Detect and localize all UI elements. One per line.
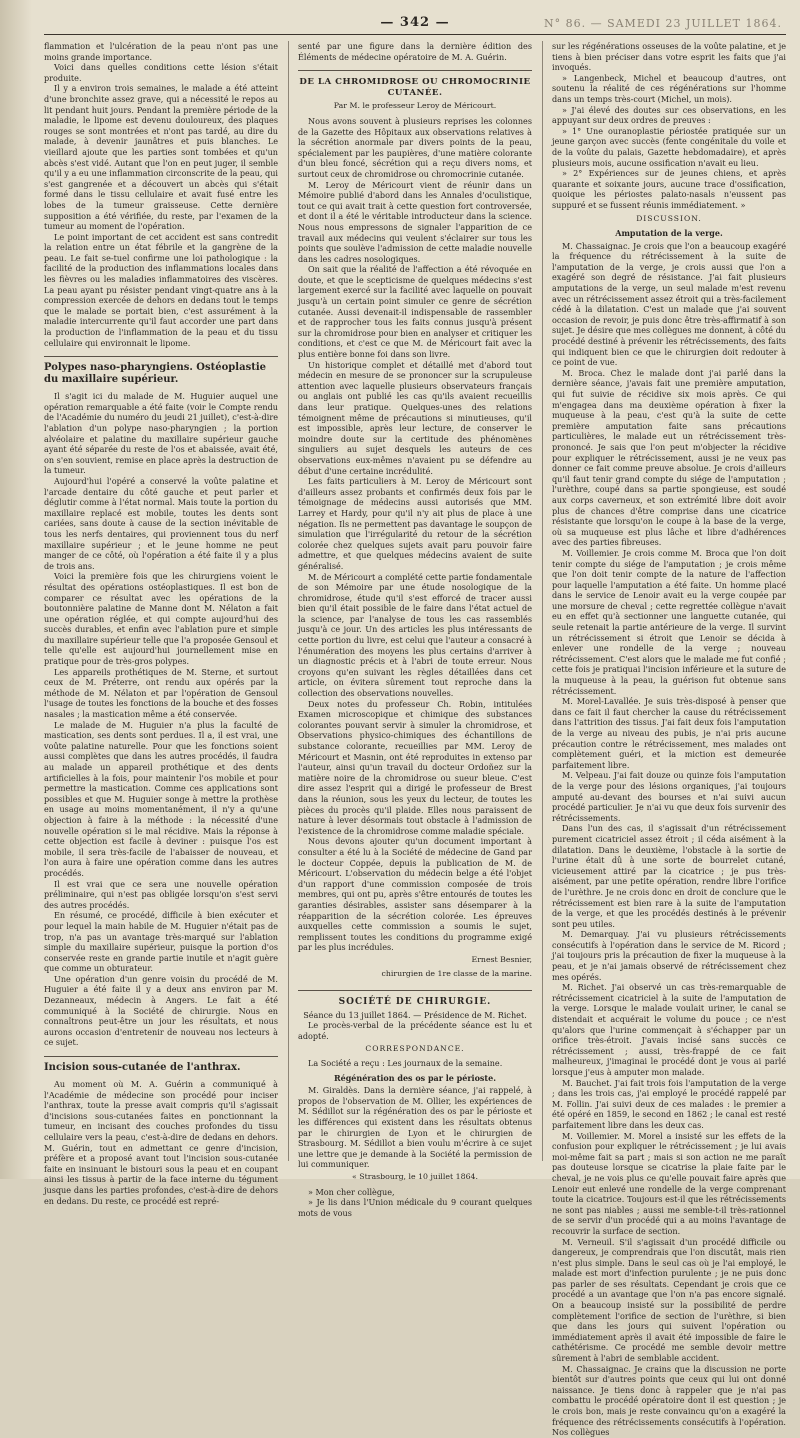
paragraph: M. Bauchet. J'ai fait trois fois l'amputation de la verge ; dans les trois cas, j'ai employé le procédé rappelé par M. Follin. J'ai suivi deux de ces malades : le premier a été opéré en 1859, le second en 1862 ; le canal est resté parfaitement libre dans les deux cas. (552, 1077, 786, 1130)
paragraph: Voici la première fois que les chirurgiens voient le résultat des opérations ostéoplastiques. Il est bon de comparer ce résultat avec les opérations de la boutonnière palatine de Manne dont M. Nélaton a fait une opération réglée, et qui compte aujourd'hui des succès durables, et enfin avec l'ablation pure et simple du maxillaire supérieur telle que l'a proposée Gensoul et telle qu'elle est aujourd'hui journellement mise en pratique pour de très-gros polypes. (44, 571, 278, 667)
paragraph: Nous avons souvent à plusieurs reprises les colonnes de la Gazette des Hôpitaux aux observations relatives à la sécrétion anormale par divers points de la peau, spécialement par les paupières, d'une matière colorante d'un bleu foncé, sécrétion qui a reçu divers noms, et surtout ceux de chromidrose ou chromocrinie cutanée. (298, 115, 532, 179)
signature-title: chirurgien de 1re classe de la marine. (381, 969, 532, 979)
paragraph: Il s'agit ici du malade de M. Huguier auquel une opération remarquable a été faite (voir le Compte rendu de l'Académie du numéro du jeudi 21 juillet), c'est-à-dire l'ablation d'un polype naso-pharyngien ; la portion alvéolaire et palatine du maxillaire supérieur gauche ayant été séparée du reste de l'os et abaissée, avait été, on s'en souvient, remise en place après la destruction de la tumeur. (44, 391, 278, 476)
paragraph: M. Voillemier. Je crois comme M. Broca que l'on doit tenir compte du siége de l'amputation ; je crois même que l'on doit tenir compte de la nature de l'affection pour laquelle l'amputation a été faite. Un homme placé dans le service de Lenoir avait eu la verge coupée par une morsure de cheval ; cette regrettée collègue n'avait eu en effet qu'à sectionner une languette cutanée, qui seule retenait la partie antérieure de la verge. Il survint un rétrécissement si étroit que Lenoir se décida à enlever une rondelle de la verge ; nouveau rétrécissement. C'est alors que le malade me fut confié ; cette fois je pratiquai l'incision inférieure et la suture de la muqueuse à la peau, la guérison fut obtenue sans rétrécissement. (552, 547, 786, 696)
paragraph: Les appareils prothétiques de M. Sterne, et surtout ceux de M. Préterre, ont rendu aux opérés par la méthode de M. Nélaton et par l'opération de Gensoul l'usage de toutes les fonctions de la bouche et des fosses nasales ; la mastication même a été conservée. (44, 666, 278, 720)
paragraph: M. Leroy de Méricourt vient de réunir dans un Mémoire publié d'abord dans les Annales d'oculistique, tout ce qui avait trait à cette question fort controversée, et dont il a été le véritable introducteur dans la science. Nous nous empressons de signaler l'apparition de ce travail aux médecins qui veulent s'éclairer sur tous les points que soulève l'admission de cette maladie nouvelle dans les cadres nosologiques. (298, 179, 532, 264)
paragraph: Au moment où M. A. Guérin a communiqué à l'Académie de médecine son procédé pour inciser l'anthrax, toute la presse avait compris qu'il s'agissait d'incisions sous-cutanées faites en ponctionnant la tumeur, en incisant des couches profondes du tissu cellulaire vers la peau, c'est-à-dire de dedans en dehors. M. Guérin, tout en admettant ce genre d'incision, préfère et a proposé avant tout l'incision sous-cutanée faite en insinuant le bistouri sous la peau et en coupant ainsi les tissus à partir de la face interne du tégument jusque dans les parties profondes, c'est-à-dire de dehors en dedans. Du reste, ce procédé est repré- (44, 1079, 278, 1206)
paragraph: » J'ai élevé des doutes sur ces observations, en les appuyant sur deux ordres de preuves : (552, 104, 786, 126)
column-2 (288, 41, 532, 1218)
section-title-anthrax: Incision sous-cutanée de l'anthrax. (44, 1056, 278, 1074)
paragraph: » Mon cher collègue, (308, 1186, 395, 1197)
society-heading: SOCIÉTÉ DE CHIRURGIE. (298, 990, 532, 1008)
paragraph: La Société a reçu : Les journaux de la semaine. (308, 1058, 503, 1069)
paragraph: Deux notes du professeur Ch. Robin, intitulées Examen microscopique et chimique des substances colorantes pouvant servir à simuler la chromidrose, et Observations physico-chimiques des échantillons de substance colorante, recueillies par MM. Leroy de Méricourt et Masnin, ont été reproduites in extenso par l'auteur, ainsi qu'un travail du docteur Ordoñez sur la matière noire de la chromidrose ou sueur bleue. C'est dire assez l'esprit qui a dirigé le professeur de Brest dans la réunion, sous les yeux du lecteur, de toutes les pièces du procès qu'il plaide. Elles nous paraissent de nature à lever désormais tout obstacle à l'admission de l'existence de la chromidrose comme maladie spéciale. (298, 698, 532, 836)
paragraph: senté par une figure dans la dernière édition des Éléments de médecine opératoire de M. A. Guérin. (298, 41, 532, 62)
paragraph: M. Chassaignac. Je crois que l'on a beaucoup exagéré la fréquence du rétrécissement à la suite de l'amputation de la verge, je crois aussi que l'on a exagéré son degré de résistance. J'ai fait plusieurs amputations de la verge, un seul malade m'est revenu avec un rétrécissement assez étroit qui a très-facilement cédé à la dilatation. C'est un malade que j'ai souvent occasion de revoir, je puis donc être très-affirmatif à son sujet. Je désire que mes collègues me donnent, à côté du procédé destiné à prévenir les rétrécissements, des faits qui indiquent bien ce que le chirurgien doit redouter à ce point de vue. (552, 240, 786, 368)
paragraph: sur les régénérations osseuses de la voûte palatine, et je tiens à bien préciser dans votre esprit les faits que j'ai invoqués. (552, 41, 786, 73)
paragraph: Une opération d'un genre voisin du procédé de M. Huguier a été faite il y a deux ans environ par M. Dezanneaux, médecin à Angers. Le fait a été communiqué à la Société de chirurgie. Nous en connaîtrons peut-être un jour les résultats, et nous aurons occasion d'entretenir de nouveau nos lecteurs à ce sujet. (44, 973, 278, 1048)
paragraph: » 1° Une ouranoplastie périostée pratiquée sur un jeune garçon avec succès (fente congénitale du voile et de la voûte du palais, Gazette hebdomadaire), et après plusieurs mois, aucune ossification n'avait eu lieu. (552, 125, 786, 168)
page-binding-shadow (0, 0, 32, 1179)
paragraph: Le malade de M. Huguier n'a plus la faculté de mastication, ses dents sont perdues. Il a, il est vrai, une voûte palatine naturelle. Pour que les fonctions soient aussi complètes que dans les autres procédés, il faudra au malade un appareil prothétique et des dents artificielles à la fois, pour maintenir l'os mobile et pour permettre la mastication. Comme ces applications sont possibles et que M. Huguier songe à mettre la prothèse en usage au moins momentanément, il n'y a qu'une objection à faire à la méthode : la nécessité d'une nouvelle opération si le mal récidive. Mais la réponse à cette objection est facile à deviner : puisque l'os est mobile, il sera très-facile de l'abaisser de nouveau, et l'on aura à faire une opération comme dans les autres procédés. (44, 719, 278, 878)
paragraph: » 2° Expériences sur de jeunes chiens, et après quarante et soixante jours, aucune trace d'ossification, quoique les périostes palato-nasals n'eussent pas suppuré et se fussent réunis immédiatement. » (552, 168, 786, 210)
paragraph: M. Chassaignac. Je crains que la discussion ne porte bientôt sur d'autres points que ceux qui lui ont donné naissance. Je tiens donc à rappeler que je n'ai pas combattu le procédé opératoire dont il est question ; je le crois bon, mais je reste convaincu qu'on a exagéré la fréquence des rétrécissements consécutifs à l'opération. Nos collègues (552, 1363, 786, 1438)
article-byline: Par M. le professeur Leroy de Méricourt. (333, 101, 497, 111)
amputation-heading: Amputation de la verge. (615, 228, 723, 239)
section-title-polypes: Polypes naso-pharyngiens. Ostéoplastie du maxillaire supérieur. (44, 356, 278, 386)
paragraph: On sait que la réalité de l'affection a été révoquée en doute, et que le scepticisme de quelques médecins s'est largement exercé sur la facilité avec laquelle on pouvait jusqu'à un certain point simuler ce genre de sécrétion cutanée. Aussi devenait-il indispensable de rassembler et de rapprocher tous les faits connus jusqu'à présent sur la chromidrose pour bien en analyser et critiquer les conditions, et c'est ce que M. de Méricourt fait avec la plus entière bonne foi dans son livre. (298, 264, 532, 360)
page-header (44, 12, 786, 35)
paragraph: Le procès-verbal de la précédente séance est lu et adopté. (298, 1020, 532, 1041)
paragraph: M. Broca. Chez le malade dont j'ai parlé dans la dernière séance, j'avais fait une première amputation, qui fut suivie de récidive six mois après. Ce qui m'engagea dans ma deuxième opération à fixer la muqueuse à la peau, c'est qu'à la suite de cette première amputation faite sans précautions particulières, le malade eut un rétrécissement très-prononcé. Je sais que l'on peut m'objecter la récidive pour expliquer le rétrécissement, aussi je ne veux pas donner ce fait comme preuve absolue. Je crois d'ailleurs qu'il faut tenir grand compte du siége de l'amputation ; l'urèthre, coupé dans sa partie spongieuse, est soudé aux corps caverneux, et son extrémité libre doit avoir plus de chances d'être comprise dans une cicatrice résistante que lorsqu'on le coupe à la base de la verge, où sa muqueuse est plus lâche et libre d'adhérences avec des parties fibreuses. (552, 367, 786, 548)
paragraph: » Langenbeck, Michel et beaucoup d'autres, ont soutenu la réalité de ces régénérations sur l'homme dans un temps très-court (Michel, un mois). (552, 72, 786, 104)
paragraph: En résumé, ce procédé, difficile à bien exécuter et pour lequel la main habile de M. Huguier n'était pas de trop, n'a pas un avantage très-marqué sur l'ablation simple du maxillaire supérieur, puisque la portion d'os conservée reste en grande partie inutile et n'agit guère que comme un obturateur. (44, 910, 278, 974)
paragraph: M. Morel-Lavallée. Je suis très-disposé à penser que dans ce fait il faut chercher la cause du rétrécissement dans l'attrition des tissus. J'ai fait deux fois l'amputation de la verge au niveau des pubis, je n'ai pris aucune précaution contre le rétrécissement, mes malades ont complètement guéri, et la miction est demeurée parfaitement libre. (552, 696, 786, 770)
paragraph: Un historique complet et détaillé met d'abord tout médecin en mesure de se prononcer sur la scrupuleuse attention avec laquelle plusieurs observateurs français ou anglais ont publié les cas qu'ils avaient recueillis dans leur pratique. Quelques-unes des relations témoignent même de précautions si minutieuses, qu'il est impossible, après leur lecture, de conserver le moindre doute sur la certitude des phénomènes singuliers au sujet desquels les auteurs de ces observations eux-mêmes n'avaient pu se défendre au début d'une certaine incrédulité. (298, 359, 532, 476)
paragraph: Il y a environ trois semaines, le malade a été atteint d'une bronchite assez grave, qui a nécessité le repos au lit pendant huit jours. Pendant la première période de la maladie, le lipome est devenu douloureux, des plaques rouges se sont montrées et n'ont pas tardé, au dire du malade, à devenir jaunâtres et puis blanches. Le vieillard ajoute que les parties sont tombées et qu'un abcès s'est vidé. Autant que l'on en peut juger, il semble qu'il y a eu une inflammation circonscrite de la peau, qui s'est gangrenée et a découvert un abcès qui s'était formé dans le tissu cellulaire et avait fusé entre les lobes de la tumeur graisseuse. Cette dernière supposition a été vérifiée, du reste, par l'examen de la tumeur au moment de l'opération. (44, 83, 279, 232)
seance-line: Séance du 13 juillet 1864. — Présidence de M. Richet. (303, 1009, 527, 1020)
paragraph: Dans l'un des cas, il s'agissait d'un rétrécissement purement cicatriciel assez étroit ; il céda aisément à la dilatation. Dans le deuxième, l'obstacle à la sortie de l'urine était dû à une sorte de bourrelet cutané, vicieusement attiré par la cicatrice ; je pus très-aisément, par une petite opération, rendre libre l'orifice de l'urèthre. Je ne crois donc en droit de conclure que le rétrécissement est bien rare à la suite de l'amputation de la verge, et que les procédés destinés à le prévenir sont peu utiles. (552, 823, 786, 929)
paragraph: flammation et l'ulcération de la peau n'ont pas une moins grande importance. (44, 41, 278, 62)
paragraph: » Je lis dans l'Union médicale du 9 courant quelques mots de vous (298, 1197, 532, 1218)
correspondance-heading: CORRESPONDANCE. (365, 1044, 465, 1054)
column-1 (44, 41, 279, 1206)
paragraph: Il est vrai que ce sera une nouvelle opération préliminaire, qui n'est pas obligée lorsqu'on s'est servi des autres procédés. (44, 878, 278, 910)
paragraph: M. Velpeau. J'ai fait douze ou quinze fois l'amputation de la verge pour des lésions organiques, j'ai toujours amputé au-devant des bourses et n'ai suivi aucun procédé particulier. Je n'ai vu que deux fois survenir des rétrécissements. (552, 770, 786, 823)
signature: Ernest Besnier, (471, 954, 532, 964)
article-title-chromidrose: DE LA CHROMIDROSE OU CHROMOCRINIE CUTANÉE. (298, 70, 532, 98)
page-number: — 342 — (380, 15, 450, 30)
paragraph: M. Giraldès. Dans la dernière séance, j'ai rappelé, à propos de l'observation de M. Ollier, les expériences de M. Sédillot sur la régénération des os par le périoste et les différences qui existent dans les résultats obtenus par le chirurgien de Lyon et le chirurgien de Strasbourg. M. Sédillot a bien voulu m'écrire à ce sujet une lettre que je demande à la Société la permission de lui communiquer. (298, 1085, 532, 1170)
paragraph: M. Richet. J'ai observé un cas très-remarquable de rétrécissement cicatriciel à la suite de l'amputation de la verge. Lorsque le malade voulait uriner, le canal se distendait et acquérait le volume du pouce ; ce n'est qu'alors que l'urine commençait à s'échapper par un orifice très-étroit. J'avais incisé sans succès ce rétrécissement ; aussi, très-frappé de ce fait malheureux, j'imaginai le procédé dont je vous ai parlé lorsque j'eus à amputer mon malade. (552, 982, 786, 1077)
text-columns (44, 41, 786, 1438)
paragraph: Aujourd'hui l'opéré a conservé la voûte palatine et l'arcade dentaire du côté gauche et peut parler et déglutir comme à l'état normal. Mais toute la portion du maxillaire replacé est mobile, toutes les dents sont cariées, sans doute à cause de la section inévitable de tous les nerfs dentaires, qui proviennent tous du nerf maxillaire supérieur ; et le jeune homme ne peut manger de ce côté, où l'opération a été faite il y a plus de trois ans. (44, 475, 278, 571)
paragraph: Voici dans quelles conditions cette lésion s'était produite. (44, 62, 278, 83)
paragraph: M. Voillemier. M. Morel a insisté sur les effets de la confusion pour expliquer le rétrécissement ; je lui avais moi-même fait sa part ; mais si son action ne me paraît pas douteuse lorsque se cicatrise la plaie faite par le cheval, je ne vois plus ce qu'elle pouvait faire après que Lenoir eut enlevé une rondelle de la verge comprenant toute la cicatrice. Toujours est-il que les rétrécissements ne sont pas niables ; aussi me semble-t-il très-rationnel de se servir d'un procédé qui a au moins l'avantage de recouvrir la surface de section. (552, 1130, 786, 1236)
discussion-heading: DISCUSSION. (636, 213, 702, 223)
paragraph: M. Demarquay. J'ai vu plusieurs rétrécissements consécutifs à l'opération dans le service de M. Ricord ; j'ai toujours pris la précaution de fixer la muqueuse à la peau, et je n'ai jamais observé de rétrécissement chez mes opérés. (552, 929, 786, 982)
paragraph: M. Verneuil. S'il s'agissait d'un procédé difficile ou dangereux, je comprendrais que l'on discutât, mais rien n'est plus simple. Dans le seul cas où je l'ai employé, le malade est mort d'infection purulente ; je ne puis donc pas parler de ses résultats. Cependant je crois que ce procédé a un avantage que l'on n'a pas encore signalé. On a beaucoup insisté sur la possibilité de perdre complètement l'orifice de section de l'urèthre, si bien que dans les jours qui suivent l'opération ou immédiatement après il avait été impossible de faire le cathétérisme. Ce procédé me semble devoir mettre sûrement à l'abri de semblable accident. (552, 1236, 786, 1364)
paragraph: M. de Méricourt a complété cette partie fondamentale de son Mémoire par une étude nosologique de la chromidrose, étude qu'il s'est efforcé de tracer aussi bien qu'il était possible de le faire dans l'état actuel de la science, par l'analyse de tous les cas rassemblés jusqu'à ce jour. Un des articles les plus intéressants de cette portion du livre, est celui que l'auteur a consacré à l'énumération des moyens les plus certains d'arriver à un diagnostic précis et à l'abri de toute erreur. Nous croyons qu'en suivant les règles détaillées dans cet article, on évitera sûrement tout reproche dans la collection des observations nouvelles. (298, 571, 532, 699)
paragraph: Le point important de cet accident est sans contredit la relation entre un état fébrile et la gangrène de la peau. Le fait se-tuel confirme une loi pathologique : la facilité de la production des inflammations locales dans les fièvres ou les maladies inflammatoires des viscères. La peau ayant pu résister pendant vingt-quatre ans à la compression exercée de dehors en dedans tout le temps que le malade se portait bien, c'est assurément à la maladie intercurrente qu'il faut accorder une part dans la production de l'inflammation de la peau et du tissu cellulaire qui environnait le lipome. (44, 231, 278, 348)
regeneration-heading: Régénération des os par le périoste. (333, 1072, 497, 1083)
header-right: N° 86. — SAMEDI 23 JUILLET 1864. (543, 17, 782, 30)
paragraph: Les faits particuliers à M. Leroy de Méricourt sont d'ailleurs assez probants et confirmés deux fois par le témoignage de médecins aussi autorisés que MM. Larrey et Hardy, pour qu'il n'y ait plus de place à une négation. Ils ne permettent pas davantage le soupçon de simulation que l'irrégularité du retour de la sécrétion colorée chez quelques sujets avait paru pouvoir faire admettre, et que quelques médecins avaient de suite généralisé. (298, 476, 532, 571)
column-3 (542, 41, 786, 1438)
letter-place-date: « Strasbourg, le 10 juillet 1864. (352, 1171, 478, 1181)
paragraph: Nous devons ajouter qu'un document important à consulter a été lu à la Société de médecine de Gand par le docteur Coppée, depuis la publication de M. de Méricourt. L'observation du médecin belge a été l'objet d'un rapport d'une commission composée de trois membres, qui ont pu, après s'être entourés de toutes les garanties désirables, assister sans désemparer à la réapparition de la sécrétion colorée. Les épreuves auxquelles cette commission a soumis le sujet, remplissent toutes les conditions du programme exigé par les plus incrédules. (298, 836, 532, 953)
